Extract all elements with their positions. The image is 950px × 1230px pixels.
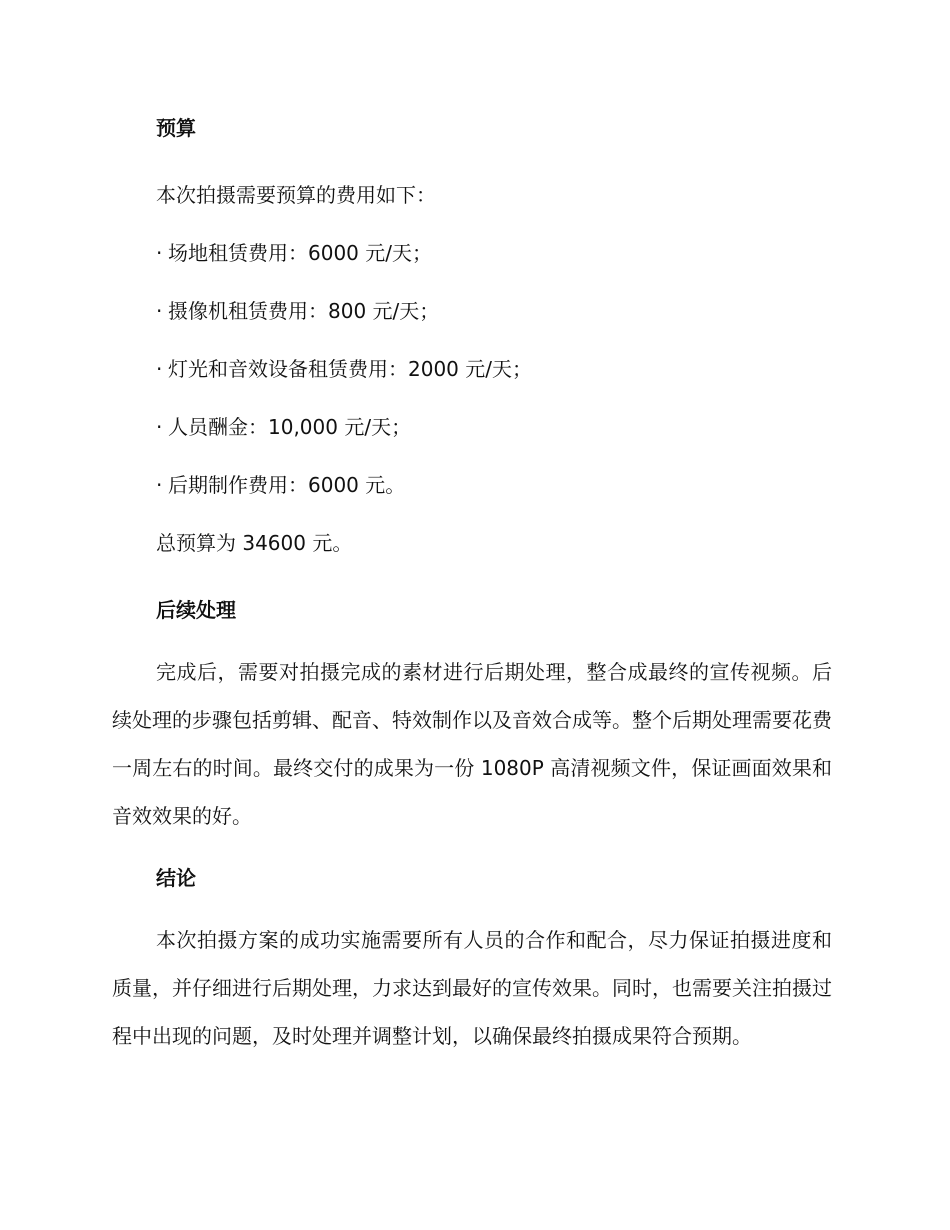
post-heading: 后续处理 xyxy=(156,598,236,622)
bullet-marker: · xyxy=(156,241,163,265)
list-item xyxy=(156,398,832,456)
list-item-text: 灯光和音效设备租赁费用：2000 元/天； xyxy=(168,357,532,381)
budget-total: 总预算为 34600 元。 xyxy=(156,531,353,555)
budget-intro: 本次拍摄需要预算的费用如下： xyxy=(156,183,436,207)
budget-heading: 预算 xyxy=(156,116,196,140)
bullet-marker: · xyxy=(156,357,163,381)
conclusion-body: 本次拍摄方案的成功实施需要所有人员的合作和配合，尽力保证拍摄进度和质量，并仔细进行后期处理，力求达到最好的宣传效果。同时，也需要关注拍摄过程中出现的问题，及时处理并调整计划，以确保最终拍摄成果符合预期。 xyxy=(112,928,832,1048)
list-item-text: 后期制作费用：6000 元。 xyxy=(168,473,406,497)
list-item xyxy=(156,456,832,514)
document-page xyxy=(112,108,832,1078)
list-item-text: 场地租赁费用：6000 元/天； xyxy=(168,241,432,265)
post-section xyxy=(112,590,832,840)
list-item xyxy=(156,282,832,340)
bullet-marker: · xyxy=(156,473,163,497)
post-body: 完成后，需要对拍摄完成的素材进行后期处理，整合成最终的宣传视频。后续处理的步骤包括剪辑、配音、特效制作以及音效合成等。整个后期处理需要花费一周左右的时间。最终交付的成果为一份 1080P 高清视频文件，保证画面效果和音效效果的好。 xyxy=(112,660,832,828)
bullet-marker: · xyxy=(156,299,163,323)
budget-section xyxy=(112,108,832,572)
conclusion-section xyxy=(112,858,832,1060)
list-item-text: 人员酬金：10,000 元/天； xyxy=(168,415,412,439)
list-item xyxy=(156,340,832,398)
list-item-text: 摄像机租赁费用：800 元/天； xyxy=(168,299,440,323)
bullet-marker: · xyxy=(156,415,163,439)
conclusion-heading: 结论 xyxy=(156,866,196,890)
budget-list xyxy=(112,224,832,514)
list-item xyxy=(156,224,832,282)
